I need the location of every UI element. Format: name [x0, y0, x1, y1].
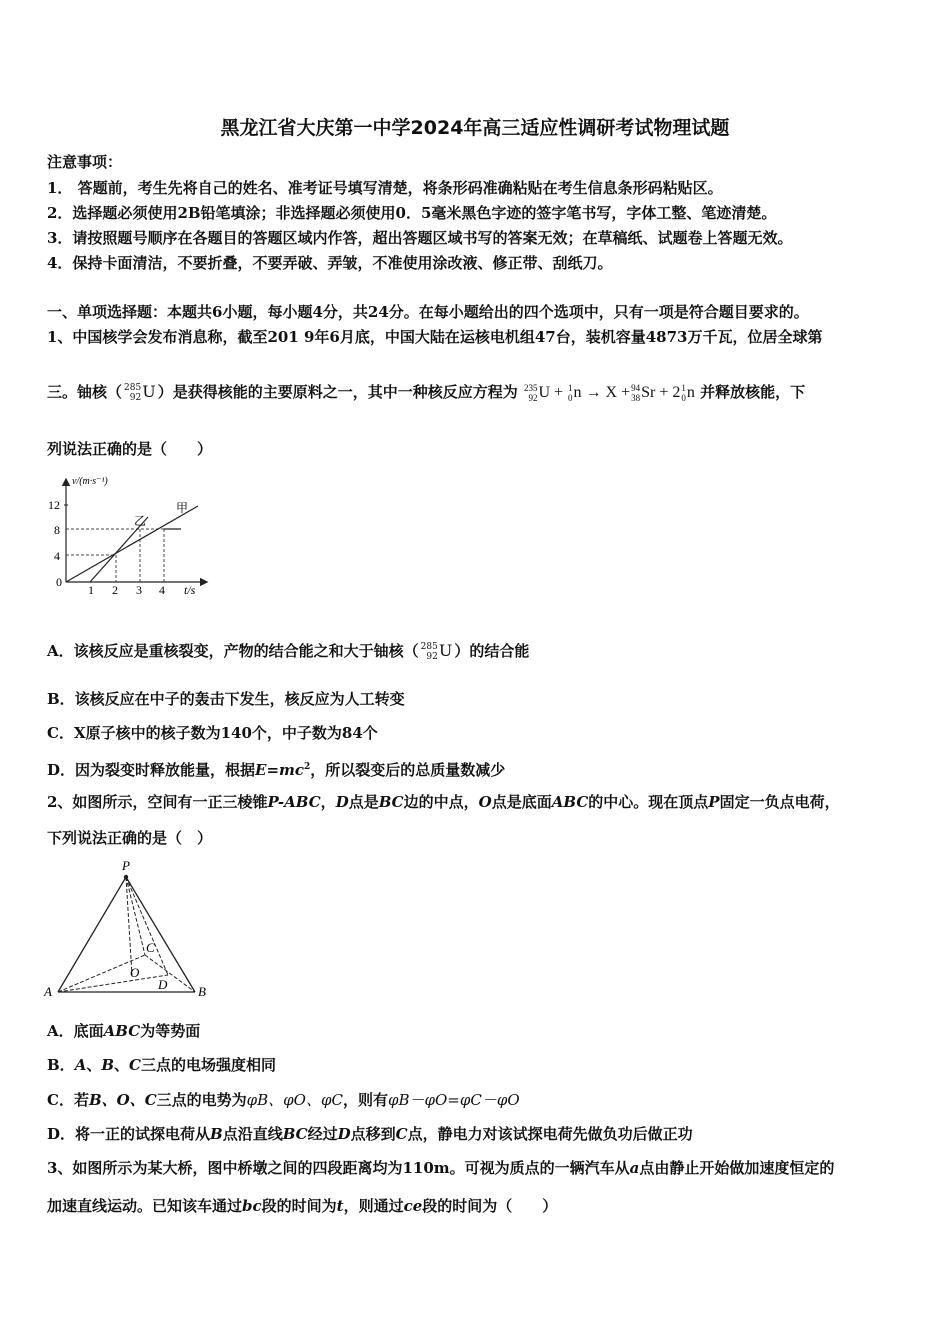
q2-stem-line1: 2、如图所示，空间有一正三棱锥P-ABC，D点是BC边的中点，O点是底面ABC的中心。现在顶点P固定一负点电荷， — [47, 793, 840, 811]
y-tick-label: 0 — [56, 575, 62, 589]
x-tick-label: 2 — [112, 583, 118, 597]
label-yi: 乙 — [134, 514, 147, 528]
notice-item: 3．请按照题号顺序在各题目的答题区域内作答，超出答题区域书写的答案无效；在草稿纸、试题卷上答题无效。 — [47, 229, 793, 247]
q1-stem-line1: 1、中国核学会发布消息称，截至201 9年6月底，中国大陆在运核电机组47台，装机容量4873万千瓦，位居全球第 — [47, 328, 823, 346]
line-jia — [66, 506, 198, 582]
y-axis-label: v/(m·s⁻¹) — [72, 476, 108, 487]
pyramid-figure — [40, 855, 220, 1005]
reaction-equation: 235 92U + 1 0n → X +94 38Sr + 21 0n — [523, 383, 695, 404]
section-heading: 一、单项选择题：本题共6小题，每小题4分，共24分。在每小题给出的四个选项中，只有一项是符合题目要求的。 — [47, 303, 809, 321]
velocity-time-graph — [44, 470, 214, 600]
q1-stem-line3: 列说法正确的是（ ） — [47, 440, 213, 458]
page-title: 黑龙江省大庆第一中学2024年高三适应性调研考试物理试题 — [220, 117, 730, 139]
y-tick-label: 8 — [54, 523, 60, 537]
q1-option-c: C．X原子核中的核子数为140个，中子数为84个 — [47, 724, 378, 742]
q2-option-d: D．将一正的试探电荷从B点沿直线BC经过D点移到C点，静电力对该试探电荷先做负功后做正功 — [47, 1125, 693, 1143]
vertex-label-p: P — [122, 858, 130, 873]
point-label-d: D — [158, 977, 168, 992]
x-tick-label: 3 — [136, 583, 142, 597]
uranium-symbol: 285 92U — [420, 641, 453, 662]
q2-option-c: C．若B、O、C三点的电势为φB、φO、φC，则有φB－φO=φC－φO — [47, 1091, 520, 1109]
x-axis-label: t/s — [184, 583, 196, 597]
notice-heading: 注意事项： — [47, 153, 123, 171]
uranium-symbol: 285 92U — [124, 382, 156, 403]
q1-stem-line2: 三。铀核（ 285 92U ）是获得核能的主要原料之一，其中一种核反应方程为 235 92U + 1 0n → X +94 38Sr + 21 0n 并释放核能，下 — [47, 382, 806, 404]
q3-stem-line2: 加速直线运动。已知该车通过bc段的时间为t，则通过ce段的时间为（ ） — [47, 1197, 558, 1215]
q1-option-a: A．该核反应是重核裂变，产物的结合能之和大于铀核（ 285 92U ）的结合能 — [47, 641, 530, 662]
y-tick-label: 12 — [48, 498, 60, 512]
point-label-o: O — [130, 965, 140, 980]
notice-item: 1． 答题前，考生先将自己的姓名、准考证号填写清楚，将条形码准确粘贴在考生信息条形码粘贴区。 — [47, 179, 723, 197]
vertex-label-b: B — [198, 984, 206, 999]
y-tick-label: 4 — [54, 549, 60, 563]
vertex-label-c: C — [146, 940, 155, 955]
q2-option-b: B．A、B、C三点的电场强度相同 — [47, 1056, 277, 1074]
q2-stem-line2: 下列说法正确的是（ ） — [47, 829, 213, 847]
x-tick-label: 4 — [159, 583, 165, 597]
notice-item: 4．保持卡面清洁，不要折叠，不要弄破、弄皱，不准使用涂改液、修正带、刮纸刀。 — [47, 254, 613, 272]
label-jia: 甲 — [176, 501, 189, 515]
q2-option-a: A．底面ABC为等势面 — [47, 1022, 201, 1040]
x-tick-label: 1 — [88, 583, 94, 597]
q1-option-d: D．因为裂变时释放能量，根据$E=mc^2$，所以裂变后的总质量数减少 — [47, 761, 506, 779]
notice-item: 2．选择题必须使用2B铅笔填涂；非选择题必须使用0．5毫米黑色字迹的签字笔书写，字体工整、笔迹清楚。 — [47, 204, 777, 222]
vertex-label-a: A — [44, 984, 52, 999]
q3-stem-line1: 3、如图所示为某大桥，图中桥墩之间的四段距离均为110m。可视为质点的一辆汽车从a点由静止开始做加速度恒定的 — [47, 1159, 835, 1177]
q1-option-b: B．该核反应在中子的轰击下发生，核反应为人工转变 — [47, 690, 405, 708]
